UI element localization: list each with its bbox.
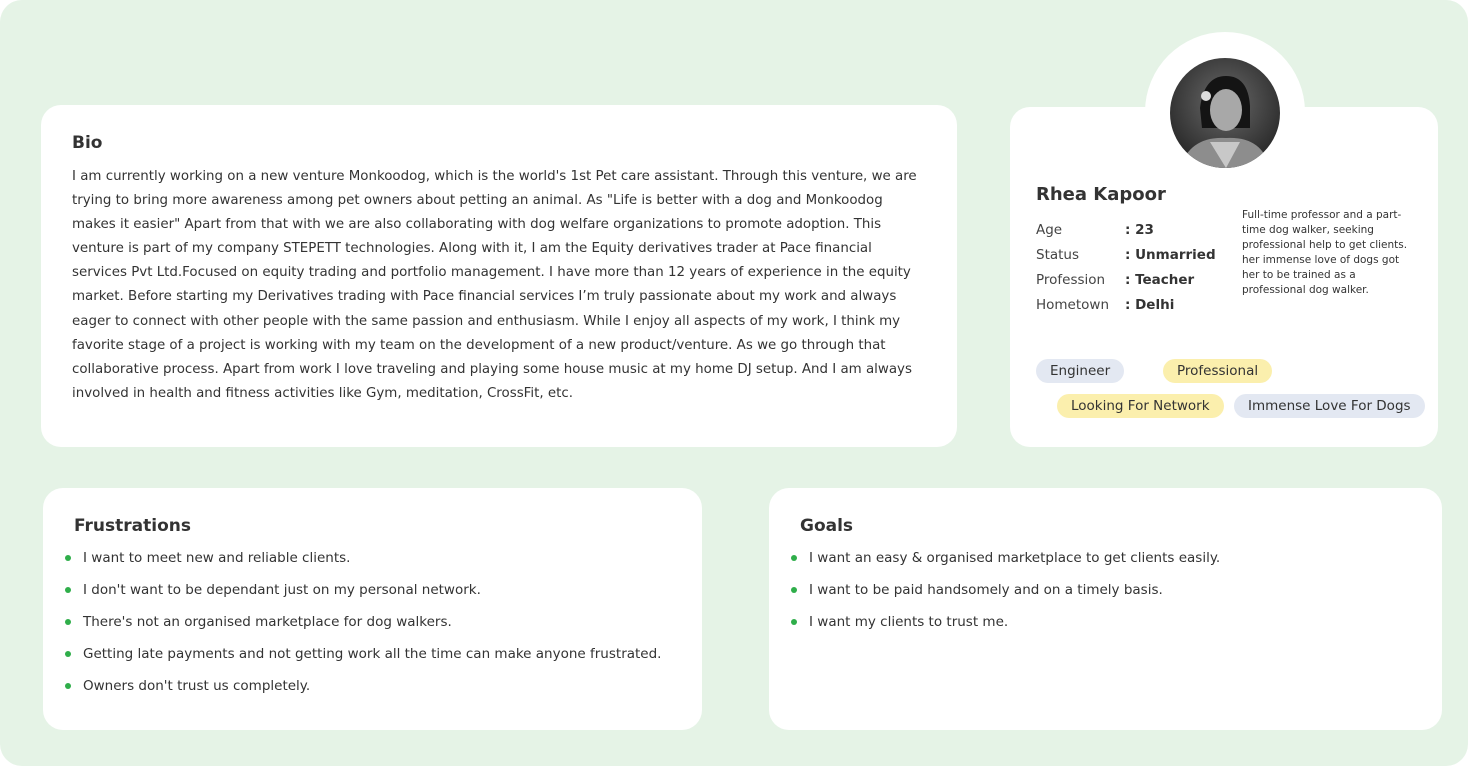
bio-line: I am currently working on a new venture Monkoodog, which is the world's 1st Pet care assistant. Through this venture, we are	[72, 169, 917, 184]
list-item-text: I want my clients to trust me.	[809, 614, 1009, 630]
persona-description: Full-time professor and a part-time dog walker, seeking professional help to get clients. her immense love of dogs got her to be trained as a professional dog walker.	[1242, 209, 1408, 296]
bullet-icon	[791, 555, 797, 561]
bio-line: involved in health and fitness activities like Gym, meditation, CrossFit, etc.	[72, 385, 573, 401]
tag-professional: Professional	[1163, 359, 1272, 383]
fact-value: : Unmarried	[1125, 246, 1216, 263]
goals-list	[800, 548, 1411, 644]
bio-line: venture is part of my company STEPETT technologies. Along with it, I am the Equity derivatives trader at Pace financial	[72, 241, 872, 257]
list-item	[74, 676, 671, 708]
bullet-icon	[65, 587, 71, 593]
fact-value: : 23	[1125, 221, 1154, 238]
bio-line: collaborative process. Apart from work I love traveling and playing some house music at my home DJ setup. And I am always	[72, 361, 912, 377]
fact-hometown	[1036, 292, 1216, 317]
persona-name: Rhea Kapoor	[1036, 184, 1166, 205]
list-item	[74, 644, 671, 676]
list-item-text: There's not an organised marketplace for dog walkers.	[83, 614, 452, 630]
avatar	[1170, 58, 1280, 168]
bullet-icon	[65, 683, 71, 689]
list-item	[800, 612, 1411, 644]
bio-line: makes it easier" Apart from that with we are also collaborating with dog welfare organizations to promote adoption. This	[72, 217, 882, 233]
fact-label: Profession	[1036, 271, 1106, 288]
tag-love-for-dogs: Immense Love For Dogs	[1234, 394, 1425, 418]
fact-value: : Delhi	[1125, 296, 1175, 313]
fact-label: Hometown	[1036, 296, 1110, 313]
bio-line: services Pvt Ltd.Focused on equity trading and portfolio management. I have more than 12 years of experience in the equity	[72, 265, 911, 281]
tag-looking-for-network: Looking For Network	[1057, 394, 1224, 418]
fact-label: Status	[1036, 246, 1080, 263]
bio-title: Bio	[72, 133, 103, 153]
bio-line: market. Before starting my Derivatives trading with Pace financial services I’m truly passionate about my work and always	[72, 289, 897, 305]
goals-card	[769, 488, 1442, 730]
frustrations-card	[43, 488, 702, 730]
goals-title: Goals	[800, 516, 854, 536]
tag-engineer: Engineer	[1036, 359, 1124, 383]
fact-status	[1036, 242, 1216, 267]
bullet-icon	[791, 587, 797, 593]
frustrations-list	[74, 548, 671, 708]
list-item	[74, 580, 671, 612]
frustrations-title: Frustrations	[74, 516, 191, 536]
persona-facts	[1036, 217, 1216, 317]
list-item	[800, 548, 1411, 580]
fact-age	[1036, 217, 1216, 242]
bio-card	[41, 105, 957, 447]
fact-profession	[1036, 267, 1216, 292]
list-item	[74, 548, 671, 580]
bullet-icon	[65, 619, 71, 625]
bullet-icon	[65, 555, 71, 561]
fact-label: Age	[1036, 221, 1063, 238]
fact-value: : Teacher	[1125, 271, 1195, 288]
list-item-text: I want an easy & organised marketplace to get clients easily.	[809, 550, 1221, 566]
bullet-icon	[791, 619, 797, 625]
bio-text	[72, 165, 926, 406]
bio-line: trying to bring more awareness among pet owners about petting an animal. As "Life is better with a dog and Monkoodog	[72, 193, 883, 209]
list-item-text: Getting late payments and not getting work all the time can make anyone frustrated.	[83, 646, 662, 662]
list-item-text: I don't want to be dependant just on my personal network.	[83, 582, 481, 598]
bio-line: favorite stage of a project is working with my team on the development of a new product/venture. As we go through that	[72, 337, 886, 353]
list-item-text: I want to be paid handsomely and on a timely basis.	[809, 582, 1163, 598]
list-item-text: I want to meet new and reliable clients.	[83, 550, 351, 566]
list-item	[800, 580, 1411, 612]
bullet-icon	[65, 651, 71, 657]
list-item-text: Owners don't trust us completely.	[83, 678, 311, 694]
bio-line: eager to connect with other people with the same passion and enthusiasm. While I enjoy all aspects of my work, I think my	[72, 313, 901, 329]
list-item	[74, 612, 671, 644]
